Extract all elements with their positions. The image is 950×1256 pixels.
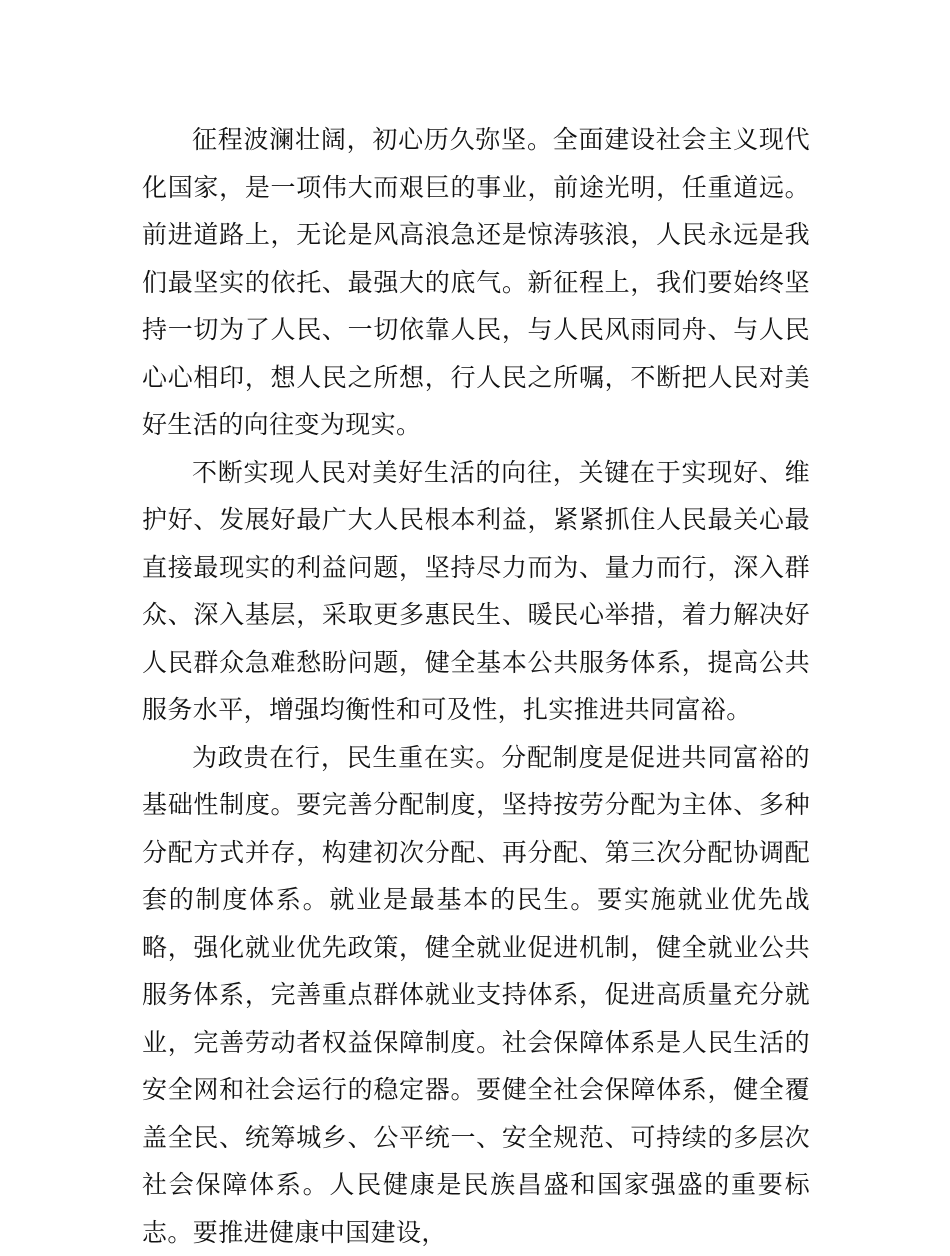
document-body	[142, 116, 810, 1256]
paragraph-3: 为政贵在行，民生重在实。分配制度是促进共同富裕的基础性制度。要完善分配制度，坚持按劳分配为主体、多种分配方式并存，构建初次分配、再分配、第三次分配协调配套的制度体系。就业是最基本的民生。要实施就业优先战略，强化就业优先政策，健全就业促进机制，健全就业公共服务体系，完善重点群体就业支持体系，促进高质量充分就业，完善劳动者权益保障制度。社会保障体系是人民生活的安全网和社会运行的稳定器。要健全社会保障体系，健全覆盖全民、统筹城乡、公平统一、安全规范、可持续的多层次社会保障体系。人民健康是民族昌盛和国家强盛的重要标志。要推进健康中国建设，	[142, 734, 810, 1256]
paragraph-2: 不断实现人民对美好生活的向往，关键在于实现好、维护好、发展好最广大人民根本利益，紧紧抓住人民最关心最直接最现实的利益问题，坚持尽力而为、量力而行，深入群众、深入基层，采取更多惠民生、暖民心举措，着力解决好人民群众急难愁盼问题，健全基本公共服务体系，提高公共服务水平，增强均衡性和可及性，扎实推进共同富裕。	[142, 449, 810, 734]
paragraph-1: 征程波澜壮阔，初心历久弥坚。全面建设社会主义现代化国家，是一项伟大而艰巨的事业，前途光明，任重道远。前进道路上，无论是风高浪急还是惊涛骇浪，人民永远是我们最坚实的依托、最强大的底气。新征程上，我们要始终坚持一切为了人民、一切依靠人民，与人民风雨同舟、与人民心心相印，想人民之所想，行人民之所嘱，不断把人民对美好生活的向往变为现实。	[142, 116, 810, 449]
